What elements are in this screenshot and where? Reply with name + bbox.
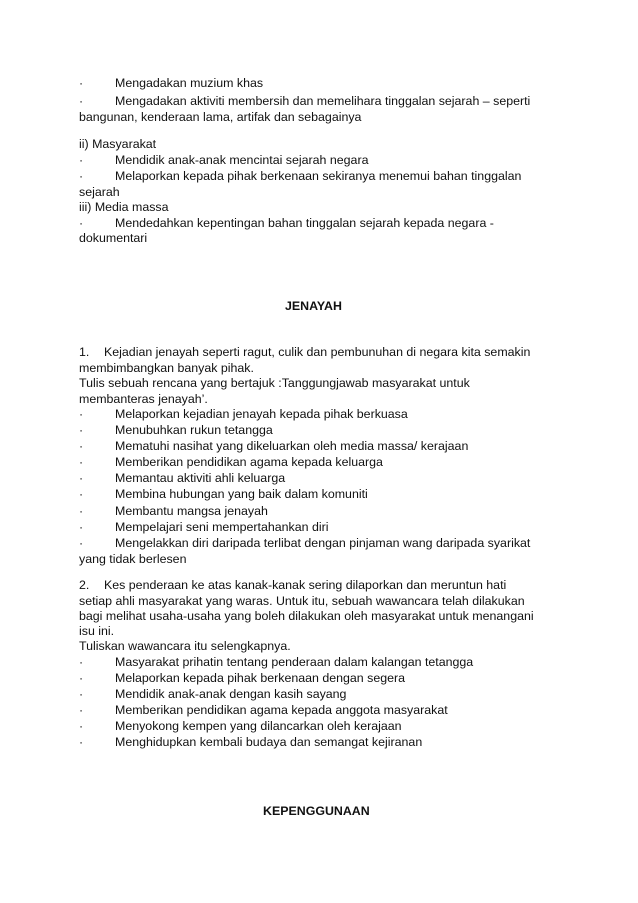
bullet: · <box>79 153 84 167</box>
bullet: · <box>79 687 84 701</box>
list-item: Masyarakat prihatin tentang penderaan dalam kalangan tetangga <box>115 655 474 669</box>
bullet: · <box>79 719 84 733</box>
bullet: · <box>79 520 84 534</box>
list-item-continuation: sejarah <box>79 185 120 199</box>
question-text: Tuliskan wawancara itu selengkapnya. <box>79 639 291 653</box>
list-item-continuation: yang tidak berlesen <box>79 552 187 566</box>
bullet: · <box>79 735 84 749</box>
list-item: Menghidupkan kembali budaya dan semangat kejiranan <box>115 735 423 749</box>
question-text: Kejadian jenayah seperti ragut, culik dan pembunuhan di negara kita semakin <box>104 345 531 359</box>
bullet: · <box>79 216 84 230</box>
bullet: · <box>79 439 84 453</box>
bullet: · <box>79 94 84 108</box>
section-heading-jenayah: JENAYAH <box>285 299 342 313</box>
question-text: Kes penderaan ke atas kanak-kanak sering dilaporkan dan meruntun hati <box>104 578 507 592</box>
question-text: Tulis sebuah rencana yang bertajuk :Tanggungjawab masyarakat untuk <box>79 376 470 390</box>
list-item: Mendedahkan kepentingan bahan tinggalan sejarah kepada negara - <box>115 216 494 230</box>
list-item-continuation: dokumentari <box>79 231 148 245</box>
list-item: Memberikan pendidikan agama kepada keluarga <box>115 455 383 469</box>
bullet: · <box>79 655 84 669</box>
list-item: Menyokong kempen yang dilancarkan oleh kerajaan <box>115 719 402 733</box>
bullet: · <box>79 703 84 717</box>
list-item: Mempelajari seni mempertahankan diri <box>115 520 329 534</box>
list-item: Melaporkan kepada pihak berkenaan sekiranya menemui bahan tinggalan <box>115 169 522 183</box>
bullet: · <box>79 536 84 550</box>
question-text: setiap ahli masyarakat yang waras. Untuk itu, sebuah wawancara telah dilakukan <box>79 594 525 608</box>
list-item: Mendidik anak-anak dengan kasih sayang <box>115 687 347 701</box>
question-text: bagi melihat usaha-usaha yang boleh dilakukan oleh masyarakat untuk menangani <box>79 609 534 623</box>
list-item: Memberikan pendidikan agama kepada anggota masyarakat <box>115 703 448 717</box>
bullet: · <box>79 671 84 685</box>
list-item: Mengelakkan diri daripada terlibat dengan pinjaman wang daripada syarikat <box>115 536 531 550</box>
bullet: · <box>79 504 84 518</box>
list-item: Mendidik anak-anak mencintai sejarah negara <box>115 153 369 167</box>
bullet: · <box>79 455 84 469</box>
question-number: 2. <box>79 578 90 592</box>
list-item: Membina hubungan yang baik dalam komuniti <box>115 487 368 501</box>
list-item: Melaporkan kejadian jenayah kepada pihak berkuasa <box>115 407 408 421</box>
subheading-media-massa: iii) Media massa <box>79 200 169 214</box>
list-item: Menubuhkan rukun tetangga <box>115 423 273 437</box>
bullet: · <box>79 487 84 501</box>
bullet: · <box>79 423 84 437</box>
list-item: Melaporkan kepada pihak berkenaan dengan segera <box>115 671 406 685</box>
question-text: membimbangkan banyak pihak. <box>79 361 254 375</box>
bullet: · <box>79 76 84 90</box>
bullet: · <box>79 169 84 183</box>
subheading-masyarakat: ii) Masyarakat <box>79 137 157 151</box>
bullet: · <box>79 407 84 421</box>
section-heading-kepenggunaan: KEPENGGUNAAN <box>263 804 370 818</box>
list-item: Mengadakan muzium khas <box>115 76 264 90</box>
list-item-continuation: bangunan, kenderaan lama, artifak dan sebagainya <box>79 110 362 124</box>
list-item: Mematuhi nasihat yang dikeluarkan oleh media massa/ kerajaan <box>115 439 469 453</box>
bullet: · <box>79 471 84 485</box>
list-item: Memantau aktiviti ahli keluarga <box>115 471 286 485</box>
question-text: membanteras jenayah’. <box>79 392 208 406</box>
list-item: Mengadakan aktiviti membersih dan memelihara tinggalan sejarah – seperti <box>115 94 531 108</box>
question-text: isu ini. <box>79 624 115 638</box>
list-item: Membantu mangsa jenayah <box>115 504 268 518</box>
question-number: 1. <box>79 345 90 359</box>
